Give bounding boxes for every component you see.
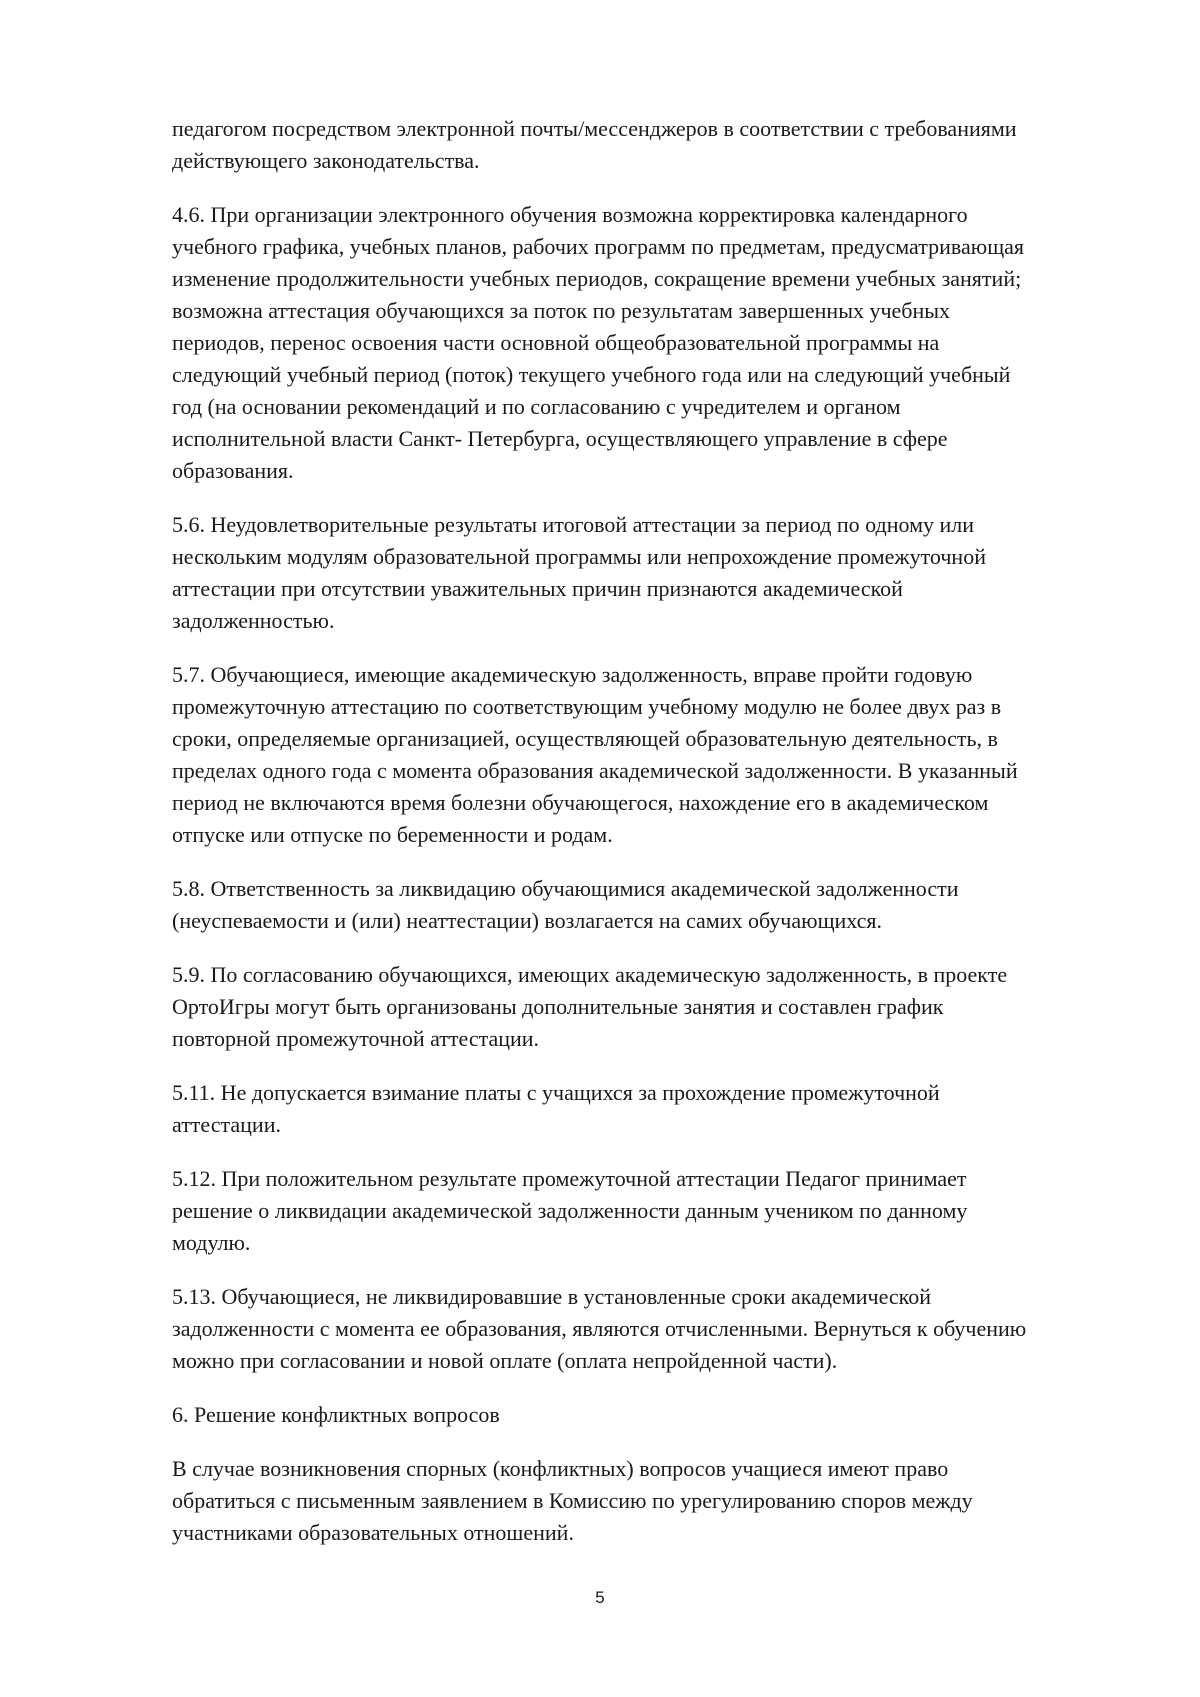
text-line: действующего законодательства. [172, 148, 480, 173]
text-line: задолженности с момента ее образования, являются отчисленными. Вернуться к обучению [172, 1316, 1027, 1341]
text-line: год (на основании рекомендаций и по согласованию с учредителем и органом [172, 394, 901, 419]
paragraph-5-11 [172, 1077, 1132, 1141]
text-line: обратиться с письменным заявлением в Комиссию по урегулированию споров между [172, 1488, 973, 1513]
text-line: 5.13. Обучающиеся, не ликвидировавшие в установленные сроки академической [172, 1284, 932, 1309]
text-line: учебного графика, учебных планов, рабочих программ по предметам, предусматривающая [172, 234, 1025, 259]
text-line: 5.11. Не допускается взимание платы с учащихся за прохождение промежуточной [172, 1080, 940, 1105]
text-line: сроки, определяемые организацией, осуществляющей образовательную деятельность, в [172, 726, 998, 751]
text-line: периодов, перенос освоения части основной общеобразовательной программы на [172, 330, 940, 355]
document-body [172, 113, 1132, 1571]
paragraph-5-6 [172, 509, 1132, 637]
paragraph-4-6 [172, 199, 1132, 487]
text-line: ОртоИгры могут быть организованы дополнительные занятия и составлен график [172, 994, 944, 1019]
text-line: аттестации. [172, 1112, 281, 1137]
text-line: решение о ликвидации академической задолженности данным учеником по данному [172, 1198, 968, 1223]
paragraph-5-12 [172, 1163, 1132, 1259]
text-line: период не включаются время болезни обучающегося, нахождение его в академическом [172, 790, 989, 815]
section-heading-6 [172, 1399, 1132, 1431]
text-line: 5.6. Неудовлетворительные результаты итоговой аттестации за период по одному или [172, 512, 975, 537]
paragraph-continuation [172, 113, 1132, 177]
paragraph-5-13 [172, 1281, 1132, 1377]
text-line: изменение продолжительности учебных периодов, сокращение времени учебных занятий; [172, 266, 1022, 291]
text-line: исполнительной власти Санкт- Петербурга, осуществляющего управление в сфере [172, 426, 948, 451]
text-line: 4.6. При организации электронного обучения возможна корректировка календарного [172, 202, 968, 227]
text-line: отпуске или отпуске по беременности и родам. [172, 822, 613, 847]
text-line: В случае возникновения спорных (конфликтных) вопросов учащиеся имеют право [172, 1456, 949, 1481]
text-line: 5.8. Ответственность за ликвидацию обучающимися академической задолженности [172, 876, 959, 901]
text-line: модулю. [172, 1230, 251, 1255]
text-line: участниками образовательных отношений. [172, 1520, 574, 1545]
paragraph-conflict-resolution [172, 1453, 1132, 1549]
text-line: возможна аттестация обучающихся за поток по результатам завершенных учебных [172, 298, 951, 323]
text-line: пределах одного года с момента образования академической задолженности. В указанный [172, 758, 1018, 783]
text-line: 5.9. По согласованию обучающихся, имеющих академическую задолженность, в проекте [172, 962, 1008, 987]
text-line: нескольким модулям образовательной программы или непрохождение промежуточной [172, 544, 986, 569]
text-line: 5.12. При положительном результате промежуточной аттестации Педагог принимает [172, 1166, 967, 1191]
text-line: можно при согласовании и новой оплате (оплата непройденной части). [172, 1348, 838, 1373]
paragraph-5-7 [172, 659, 1132, 851]
text-line: педагогом посредством электронной почты/мессенджеров в соответствии с требованиями [172, 116, 1017, 141]
page-number: 5 [595, 1588, 605, 1607]
paragraph-5-9 [172, 959, 1132, 1055]
text-line: образования. [172, 458, 294, 483]
text-line: 6. Решение конфликтных вопросов [172, 1402, 500, 1427]
text-line: следующий учебный период (поток) текущего учебного года или на следующий учебный [172, 362, 1011, 387]
text-line: (неуспеваемости и (или) неаттестации) возлагается на самих обучающихся. [172, 908, 883, 933]
paragraph-5-8 [172, 873, 1132, 937]
text-line: задолженностью. [172, 608, 335, 633]
text-line: повторной промежуточной аттестации. [172, 1026, 540, 1051]
text-line: промежуточную аттестацию по соответствующим учебному модулю не более двух раз в [172, 694, 1002, 719]
text-line: аттестации при отсутствии уважительных причин признаются академической [172, 576, 903, 601]
text-line: 5.7. Обучающиеся, имеющие академическую задолженность, вправе пройти годовую [172, 662, 973, 687]
